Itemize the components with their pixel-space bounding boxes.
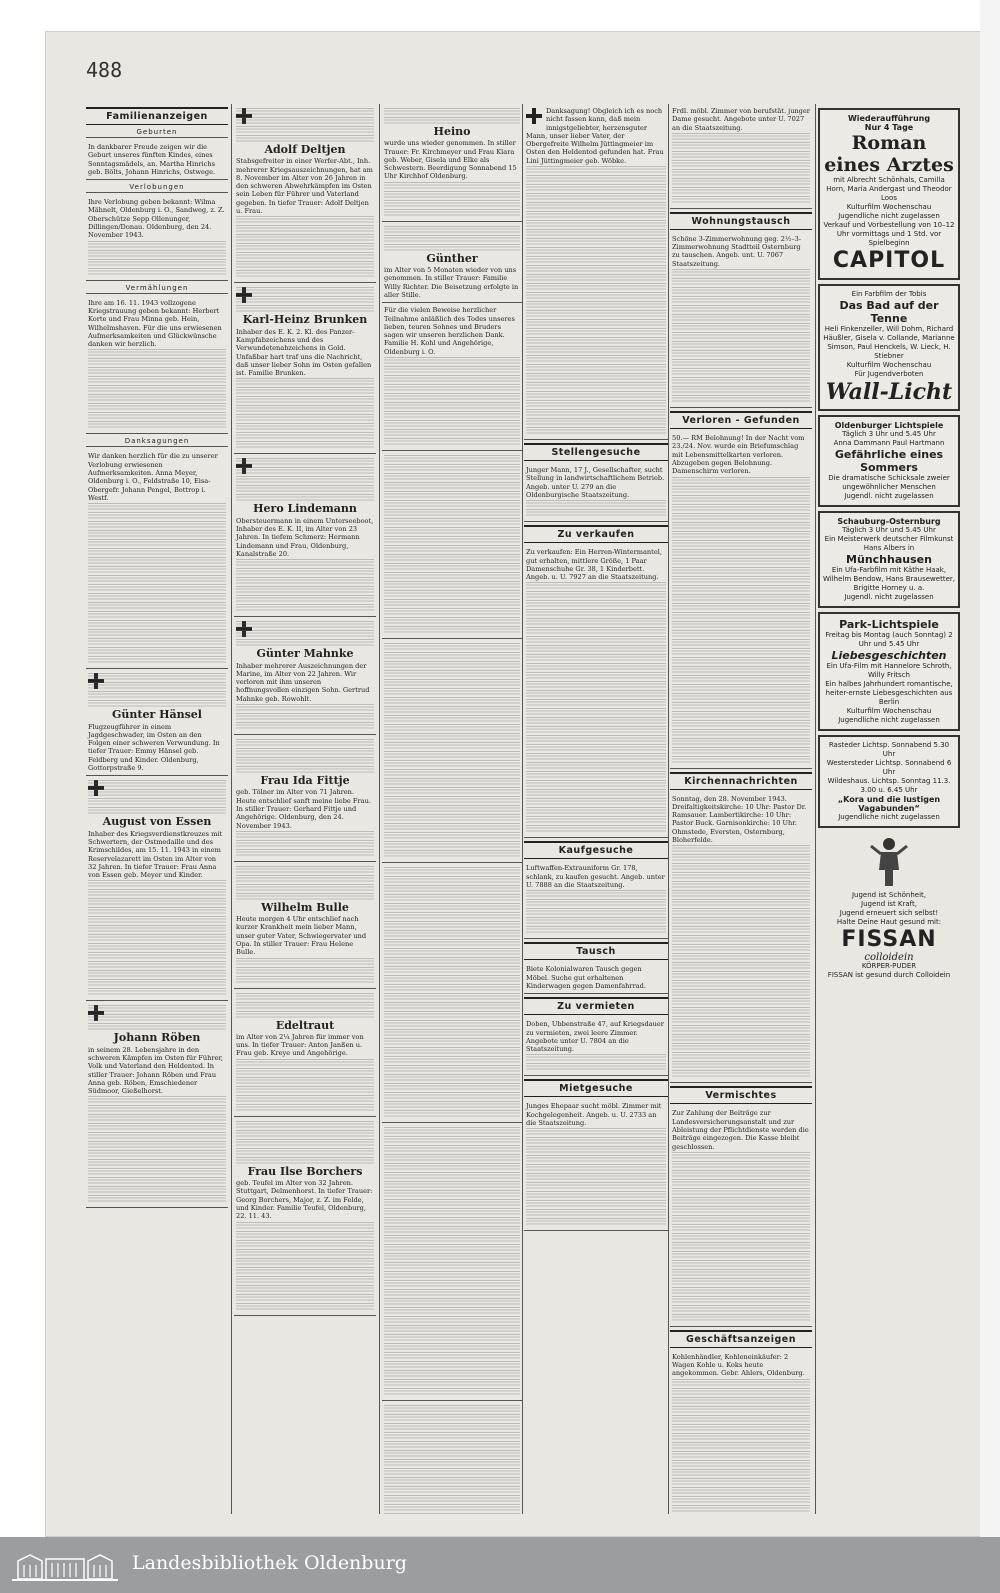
brand-name: FISSAN: [841, 927, 937, 952]
ad-line: Jugendl. nicht zugelassen: [844, 593, 934, 601]
ad-line: Jugendliche nicht zugelassen: [838, 212, 940, 220]
ad-line: mit Albrecht Schönhals, Camilla Horn, Maria Andergast und Theodor Loos: [826, 176, 952, 202]
column-rule: [815, 104, 816, 1514]
classified-ad: Luftwaffen-Extrauniform Gr. 178, schlank, zu kaufen gesucht. Angeb. unter U. 7888 an die Staatszeitung.: [524, 861, 668, 939]
classified-ad: Biete Kolonialwaren Tausch gegen Möbel. Suche gut erhaltenen Kinderwagen gegen Damenfahrrad.: [524, 962, 668, 994]
cinema-name: Schauburg-Osternburg: [837, 517, 941, 526]
obituary-notice: Günther im Alter von 5 Monaten wieder von uns genommen. In stiller Trauer: Familie Willy Richter. Die Beisetzung erfolgte in aller Stille.: [382, 222, 522, 303]
obituary-notice: Edeltraut im Alter von 2¼ Jahren für immer von uns. In tiefer Trauer: Anton Janßen u. Frau geb. Kreye und Angehörige.: [234, 989, 376, 1117]
section-heading: Familienanzeigen: [86, 107, 228, 125]
ad-line: Wildeshaus. Lichtsp. Sonntag 11.3. 3.00 u. 6.45 Uhr: [827, 777, 951, 794]
column-family-notices: [86, 104, 228, 1514]
ad-line: Anna Dammann Paul Hartmann: [833, 439, 945, 447]
column-obituaries-2: [234, 104, 376, 1514]
obituary-notice: Wilhelm Bulle Heute morgen 4 Uhr entschlief nach kurzer Krankheit mein lieber Mann, unser guter Vater, Schwiegervater und Opa. In stiller Trauer: Frau Helene Bulle.: [234, 862, 376, 989]
obituary-notice: Frau Ida Fittje geb. Tölner im Alter von 71 Jahren. Heute entschlief sanft meine liebe Frau. In stiller Trauer: Gerhard Fittje und Angehörige. Oldenburg, den 24. November 1943.: [234, 735, 376, 862]
library-name: Landesbibliothek Oldenburg: [132, 1552, 407, 1574]
ad-line: Kulturfilm Wochenschau: [846, 361, 932, 369]
obituary-name: Günter Mahnke: [256, 647, 354, 661]
obituary-name: August von Essen: [102, 815, 212, 829]
thanks-notice: Danksagung! Obgleich ich es noch nicht fassen kann, daß mein innigstgeliebter, herzensguter Mann, unser lieber Vater, der Obergefreite Wilhelm Jüttingmeier im Osten den Heldentod gefunden hat. Frau Lini Jüttingmeier geb. Wöbke.: [524, 104, 668, 440]
thanks-notice: [382, 639, 522, 863]
thanks-notice: Für die vielen Beweise herzlicher Teilnahme anläßlich des Todes unseres lieben, teuren Sohnes und Bruders sagen wir unseren herzlichen Dank. Familie H. Kohl und Angehörige, Oldenburg i. O.: [382, 303, 522, 451]
film-title: Gefährliche eines Sommers: [834, 448, 944, 474]
cinema-name: CAPITOL: [832, 248, 946, 273]
ad-line: Ein Meisterwerk deutscher Filmkunst: [824, 535, 954, 543]
library-footer: [0, 1537, 1000, 1593]
ad-line: Jugendl. nicht zugelassen: [844, 492, 934, 500]
ad-line: Kulturfilm Wochenschau: [846, 203, 932, 211]
classified-ad: 50.— RM Belohnung! In der Nacht vom 23./24. Nov. wurde ein Briefumschlag mit Lebensmittelkarten verloren. Abzugeben gegen Belohnung. Damenschirm verloren.: [670, 431, 812, 768]
ad-line: Kulturfilm Wochenschau: [846, 707, 932, 715]
obituary-name: Wilhelm Bulle: [261, 900, 349, 914]
obituary-name: Johann Röben: [113, 1031, 201, 1045]
obituary-name: Karl-Heinz Brunken: [242, 313, 368, 327]
library-building-icon: [10, 1549, 120, 1583]
column-rule: [379, 104, 380, 1514]
ad-line: Ein Farbfilm der Tobis: [851, 290, 927, 298]
cinema-ad-schauburg: [818, 511, 960, 608]
ad-line: Wiederaufführung: [847, 114, 931, 123]
ad-line: Ein halbes Jahrhundert romantische, heiter-ernste Liebesgeschichten aus Berlin: [825, 680, 953, 706]
column-obituaries-3: [382, 104, 522, 1514]
obituary-notice: Heino wurde uns wieder genommen. In stiller Trauer: Fr. Kirchmeyer und Frau Klara geb. Weber, Gisela und Elke als Schwestern. Beerdigung Sonnabend 15 Uhr Kirchhof Oldenburg.: [382, 104, 522, 222]
section-heading: Tausch: [524, 942, 668, 960]
ad-line: Halte Deine Haut gesund mit:: [836, 918, 942, 926]
ad-line: Nur 4 Tage: [864, 123, 914, 132]
section-heading: Verloren - Gefunden: [670, 411, 812, 429]
section-heading: Geschäftsanzeigen: [670, 1330, 812, 1348]
obituary-name: Heino: [433, 125, 471, 138]
ad-line: Die dramatische Schicksale zweier ungewöhnlicher Menschen: [828, 474, 950, 491]
section-heading: Stellengesuche: [524, 443, 668, 461]
figure-illustration-icon: [869, 836, 909, 888]
fissan-ad: [818, 832, 960, 984]
ad-line: Rasteder Lichtsp. Sonnabend 5.30 Uhr: [828, 741, 950, 758]
subsection-heading: Geburten: [86, 127, 228, 138]
ad-line: FISSAN ist gesund durch Colloidein: [827, 971, 951, 979]
ad-line: Jugend ist Schönheit,: [851, 891, 927, 899]
column-cinema-ads: [818, 104, 960, 1514]
thanks-notice: [382, 451, 522, 639]
film-title: Roman eines Arztes: [824, 132, 954, 176]
ad-line: Westersteder Lichtsp. Sonnabend 6 Uhr: [826, 759, 952, 776]
section-heading: Zu vermieten: [524, 997, 668, 1015]
subsection-heading: Verlobungen: [86, 182, 228, 193]
obituary-notice: August von Essen Inhaber des Kriegsverdienstkreuzes mit Schwertern, der Ostmedaille und des Krimschildes, am 15. 11. 1943 in einem Reservelazarett im Osten im Alter von 32 Jahren. In tiefer Trauer: Frau Anna von Essen geb. Meyer und Kinder.: [86, 776, 228, 1001]
thanks-notice: [382, 1401, 522, 1514]
classified-ad: Frdl. möbl. Zimmer von berufstät. junger Dame gesucht. Angebote unter U. 7027 an die Staatszeitung.: [670, 104, 812, 209]
section-heading: Wohnungstausch: [670, 212, 812, 230]
column-rule: [668, 104, 669, 1514]
section-heading: Zu verkaufen: [524, 525, 668, 543]
ad-line: Täglich 3 Uhr und 5.45 Uhr: [842, 430, 936, 438]
section-heading: Kirchennachrichten: [670, 772, 812, 790]
column-rule: [522, 104, 523, 1514]
obituary-notice: Frau Ilse Borchers geb. Teufel im Alter von 32 Jahren. Stuttgart, Delmenhorst. In tiefer Trauer: Georg Borchers, Major, z. Z. im Felde, und Kinder. Familie Teufel, Oldenburg, 22. 11. 43.: [234, 1117, 376, 1316]
obituary-notice: Adolf Deltjen Stabsgefreiter in einer Werfer-Abt., Inh. mehrerer Kriegsauszeichnungen, hat am 8. November im Alter von 26 Jahren in den schweren Abwehrkämpfen im Osten sein Leben für Führer und Vaterland gegeben. In tiefer Trauer: Adolf Deltjen u. Frau.: [234, 104, 376, 283]
cinema-name: Wall-Licht: [825, 379, 953, 405]
iron-cross-icon: [526, 108, 542, 124]
brand-subtitle: colloidein: [864, 952, 914, 963]
obituary-notice: Hero Lindemann Obersteuermann in einem Unterseeboot, Inhaber des E. K. II, im Alter von 23 Jahren. In tiefem Schmerz: Hermann Lindemann und Frau, Oldenburg, Kanalstraße 20.: [234, 454, 376, 617]
obituary-name: Günther: [426, 251, 478, 265]
ad-line: KÖRPER-PUDER: [861, 962, 917, 970]
thanks-notice: Wir danken herzlich für die zu unserer Verlobung erwiesenen Aufmerksamkeiten. Anna Meyer, Oldenburg i. O., Feldstraße 10, Eisa-Obergefr. Johann Pengel, Bottrop i. Westf.: [86, 449, 228, 669]
classified-ad: Schöne 3-Zimmerwohnung geg. 2½–3-Zimmerwohnung Stadtteil Osternburg zu tauschen. Angeb. unt. U. 7067 Staatszeitung.: [670, 232, 812, 408]
page-edge: [980, 0, 1000, 1537]
ad-line: Ein Ufa-Film mit Hannelore Schroth, Willy Fritsch: [826, 662, 952, 679]
subsection-heading: Vermählungen: [86, 283, 228, 294]
ad-line: Jugendliche nicht zugelassen: [838, 716, 940, 724]
classified-ad: Junger Mann, 17 J., Gesellschafter, sucht Stellung in landwirtschaftlichem Betrieb. Angeb. unter U. 279 an die Oldenburgische Staatszeitung.: [524, 463, 668, 522]
obituary-notice: Günter Mahnke Inhaber mehrerer Auszeichnungen der Marine, im Alter von 22 Jahren. Wir verloren mit ihm unseren hoffnungsvollen einzigen Sohn. Gertrud Mahnke geb. Rowohlt.: [234, 617, 376, 735]
thanks-notice: [382, 863, 522, 1123]
ad-line: Hans Albers in: [863, 544, 915, 552]
film-title: Münchhausen: [846, 553, 932, 566]
ad-line: Für Jugendverboten: [854, 370, 924, 378]
thanks-notice: [382, 1123, 522, 1401]
column-classifieds-1: [524, 104, 668, 1514]
cinema-ad-regional: [818, 735, 960, 828]
obituary-notice: Günter Hänsel Flugzeugführer in einem Jagdgeschwader, im Osten an den Folgen einer schweren Verwundung. In tiefer Trauer: Emmy Hänsel geb. Feldberg und Kinder. Oldenburg, Gottorpstraße 9.: [86, 669, 228, 776]
section-heading: Kaufgesuche: [524, 841, 668, 859]
obituary-name: Frau Ida Fittje: [260, 774, 350, 788]
classified-ad: Zur Zahlung der Beiträge zur Landesversicherungsanstalt und zur Ableistung der Pflichtdienste werden die Beiträge eingezogen. Die Kasse bleibt geschlossen.: [670, 1106, 812, 1326]
ad-line: Heli Finkenzeller, Will Dohm, Richard Häußler, Gisela v. Collande, Marianne Simson, Paul Henckels, W. Lieck, H. Stiebner: [823, 325, 955, 360]
film-title: Liebesgeschichten: [831, 649, 947, 662]
obituary-name: Frau Ilse Borchers: [247, 1164, 363, 1178]
cinema-ad-oldenburger-lichtspiele: [818, 415, 960, 507]
page-number: 488: [86, 58, 123, 82]
birth-notice: In dankbarer Freude zeigen wir die Geburt unseres fünften Kindes, eines Sonntagsmädels, an. Martha Hinrichs geb. Bölts, Johann Hinrichs, Ostwege.: [86, 140, 228, 180]
cinema-name: Park-Lichtspiele: [839, 618, 939, 631]
church-notices: Sonntag, den 28. November 1943. Dreifaltigkeitskirche: 10 Uhr: Pastor Dr. Ramsauer. Lambertikirche: 10 Uhr: Pastor Buck. Garnisonkirche: 10 Uhr. Ohmstede, Eversten, Osternburg, Bloherfelde.: [670, 792, 812, 1084]
classified-ad: Zu verkaufen: Ein Herren-Wintermantel, gut erhalten, mittlere Größe, 1 Paar Damenschuhe Gr. 38, 1 Kinderbett. Angeb. u. U. 7927 an die Staatszeitung.: [524, 545, 668, 838]
obituary-name: Hero Lindemann: [253, 502, 357, 516]
ad-line: Jugend erneuert sich selbst!: [839, 909, 939, 917]
ad-line: Jugend ist Kraft,: [861, 900, 917, 908]
obituary-notice: Karl-Heinz Brunken Inhaber des E. K. 2. Kl. des Panzer-Kampfabzeichens und des Verwundetenabzeichens in Gold. Unfaßbar hart traf uns die Nachricht, daß unser lieber Sohn im Osten gefallen ist. Familie Brunken.: [234, 283, 376, 454]
column-classifieds-2: [670, 104, 812, 1514]
wedding-notice: Ihre am 16. 11. 1943 vollzogene Kriegstrauung geben bekannt: Herbert Korte und Frau Minna geb. Hein, Wilhelmshaven. Für die uns erwiesenen Aufmerksamkeiten und Glückwünsche danken wir herzlich.: [86, 296, 228, 435]
obituary-name: Günter Hänsel: [112, 708, 202, 722]
obituary-name: Adolf Deltjen: [264, 143, 346, 156]
subsection-heading: Danksagungen: [86, 436, 228, 447]
classified-ad: Kohlenhändler, Kohleneinkäufer: 2 Wagen Kohle u. Koks heute angekommen. Gebr. Ahlers, Oldenburg.: [670, 1350, 812, 1514]
obituary-notice: Johann Röben in seinem 28. Lebensjahre in den schweren Kämpfen im Osten für Führer, Volk und Vaterland den Heldentod. In stiller Trauer: Johann Röben und Frau Anna geb. Röben, Emschiedener Südmoor, Gießelhorst.: [86, 1001, 228, 1208]
cinema-name: Oldenburger Lichtspiele: [834, 421, 944, 430]
section-heading: Vermischtes: [670, 1086, 812, 1104]
ad-line: Täglich 3 Uhr und 5.45 Uhr: [842, 526, 936, 534]
film-title: „Kora und die lustigen Vagabunden“: [837, 795, 941, 813]
film-title: Das Bad auf der Tenne: [839, 299, 939, 325]
classified-ad: Doben, Ubbenstraße 47, auf Kriegsdauer zu vermieten, zwei leere Zimmer. Angebote unter U. 7804 an die Staatszeitung.: [524, 1017, 668, 1076]
cinema-ad-park-lichtspiele: [818, 612, 960, 731]
classified-ad: Junges Ehepaar sucht möbl. Zimmer mit Kochgelegenheit. Angeb. u. U. 2733 an die Staatszeitung.: [524, 1099, 668, 1231]
ad-line: Jugendliche nicht zugelassen: [838, 813, 940, 821]
cinema-ad-wall-licht: [818, 284, 960, 411]
column-rule: [231, 104, 232, 1514]
ad-line: Freitag bis Montag (auch Sonntag) 2 Uhr und 5.45 Uhr: [825, 631, 953, 648]
ad-line: Verkauf und Vorbestellung von 10–12 Uhr vormittags und 1 Std. vor Spielbeginn: [823, 221, 955, 247]
obituary-name: Edeltraut: [275, 1018, 335, 1032]
ad-line: Ein Ufa-Farbfilm mit Käthe Haak, Wilhelm Bendow, Hans Brausewetter, Brigitte Horney u. a.: [823, 566, 955, 592]
cinema-ad-capitol: [818, 108, 960, 280]
engagement-notice: Ihre Verlobung geben bekannt: Wilma Mähnelt, Oldenburg i. O., Sandweg, z. Z. Oberschütze Sepp Ollenunger, Dillingen/Donau. Oldenburg, den 24. November 1943.: [86, 195, 228, 280]
section-heading: Mietgesuche: [524, 1079, 668, 1097]
